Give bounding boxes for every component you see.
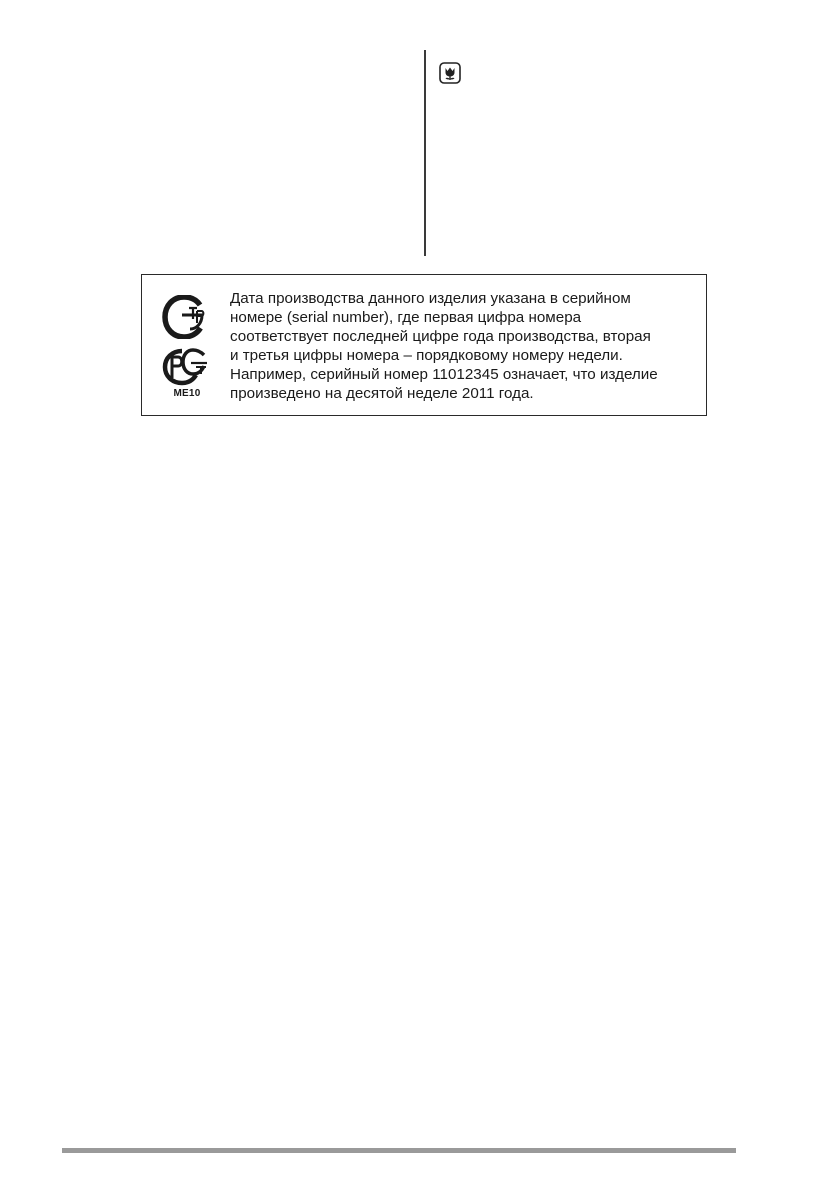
notice-text bbox=[230, 289, 700, 403]
notice-line: и третья цифры номера – порядковому номеру недели. bbox=[230, 347, 623, 364]
notice-line: соответствует последней цифре года производства, вторая bbox=[230, 328, 651, 345]
column-divider bbox=[424, 50, 426, 256]
macro-tulip-icon bbox=[439, 62, 461, 84]
footer-rule bbox=[62, 1148, 736, 1153]
notice-line: номере (serial number), где первая цифра номера bbox=[230, 309, 582, 326]
pct-certification-icon bbox=[162, 347, 212, 387]
certificate-code: ME10 bbox=[173, 388, 201, 399]
notice-line: Дата производства данного изделия указана в серийном bbox=[230, 290, 631, 307]
manufacture-date-notice bbox=[141, 274, 707, 416]
gost-tr-certification-icon bbox=[162, 295, 212, 339]
notice-line: произведено на десятой неделе 2011 года. bbox=[230, 385, 534, 402]
notice-line: Например, серийный номер 11012345 означает, что изделие bbox=[230, 366, 658, 383]
